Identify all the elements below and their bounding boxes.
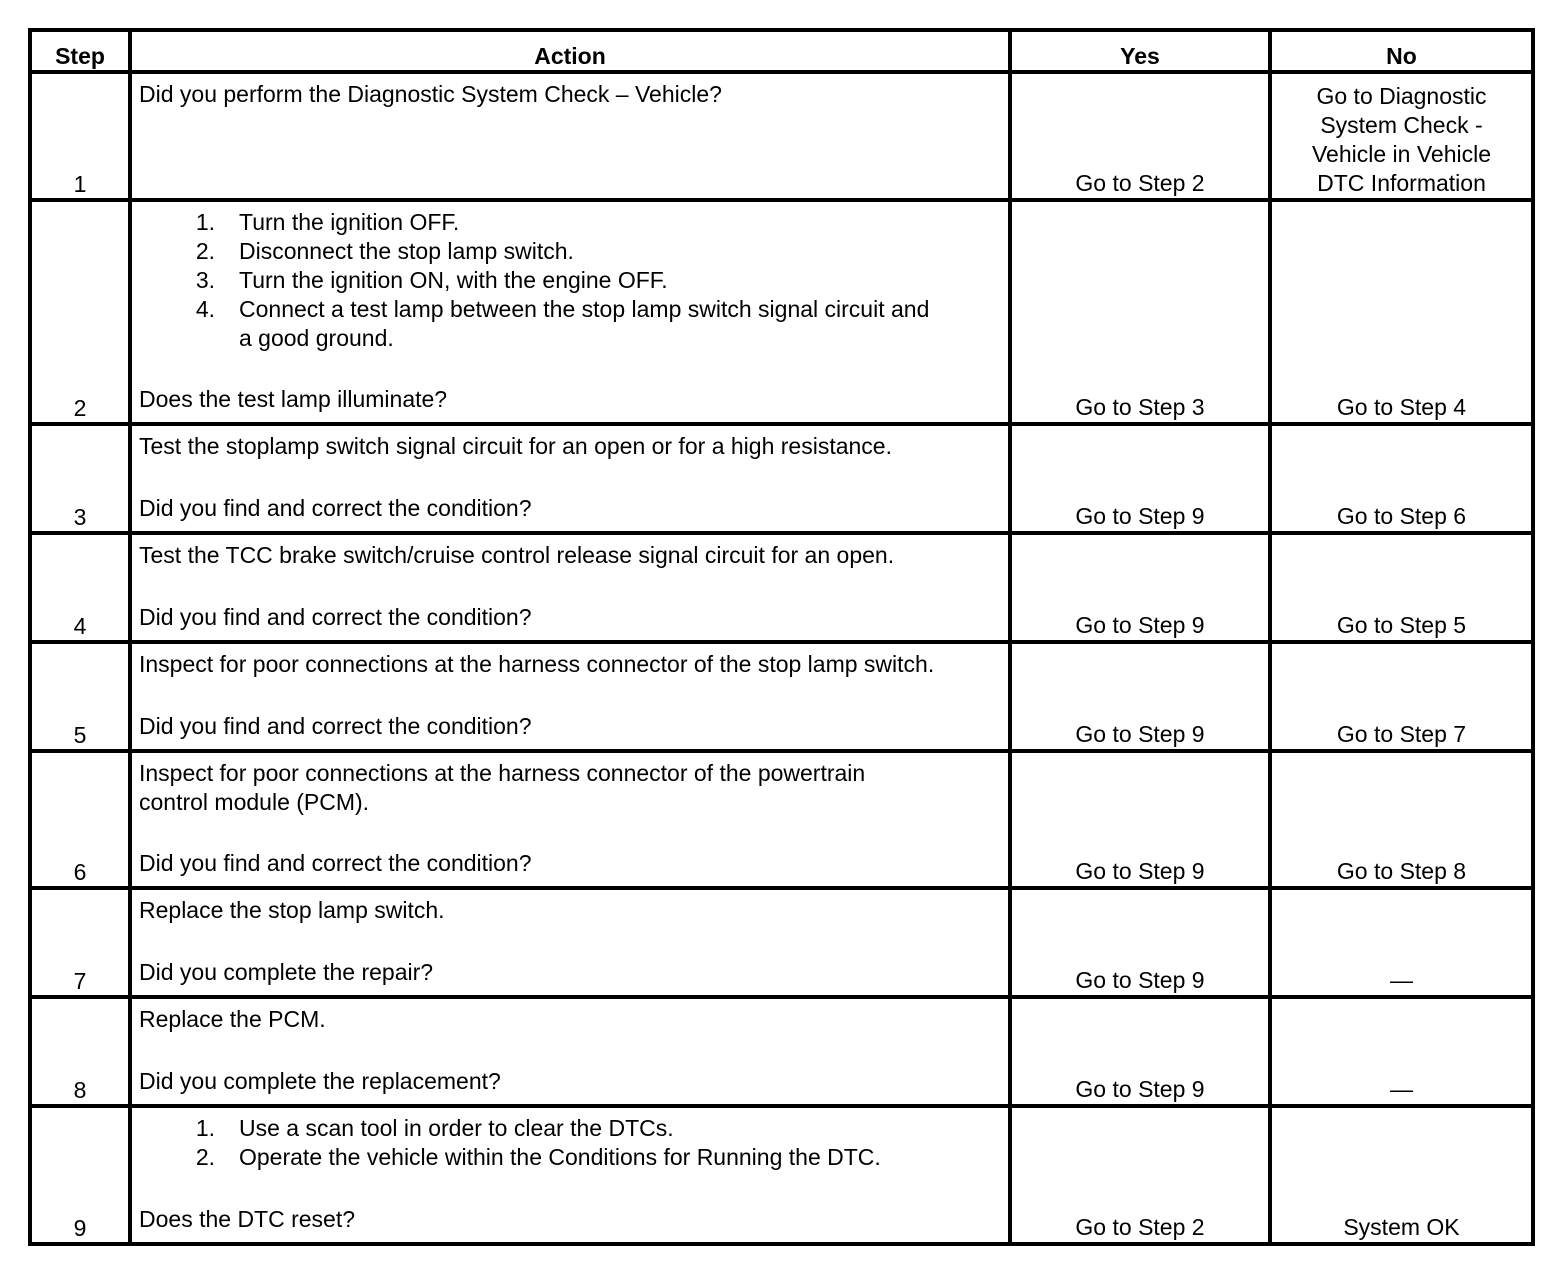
yes-cell: Go to Step 9 bbox=[1010, 533, 1270, 642]
action-cell bbox=[130, 424, 1010, 533]
no-cell: Go to Step 6 bbox=[1270, 424, 1533, 533]
substep: 1. Use a scan tool in order to clear the DTCs. bbox=[195, 1115, 674, 1141]
diagnostic-table bbox=[28, 28, 1535, 1246]
question-text: Did you complete the replacement? bbox=[139, 1068, 501, 1094]
step-number: 4 bbox=[30, 533, 130, 642]
yes-cell: Go to Step 2 bbox=[1010, 72, 1270, 200]
header-yes: Yes bbox=[1010, 30, 1270, 72]
header-row bbox=[30, 30, 1533, 72]
step-number: 1 bbox=[30, 72, 130, 200]
action-text-line: Inspect for poor connections at the harness connector of the powertrain bbox=[139, 760, 866, 786]
no-cell: — bbox=[1270, 997, 1533, 1106]
step-number: 6 bbox=[30, 751, 130, 888]
action-text: Replace the stop lamp switch. bbox=[139, 897, 445, 923]
action-cell bbox=[130, 642, 1010, 751]
step-number: 9 bbox=[30, 1106, 130, 1244]
question-text: Did you find and correct the condition? bbox=[139, 850, 532, 876]
action-text-line: control module (PCM). bbox=[139, 789, 370, 815]
yes-cell: Go to Step 9 bbox=[1010, 888, 1270, 997]
table-row bbox=[30, 642, 1533, 751]
action-cell bbox=[130, 888, 1010, 997]
no-line: Go to Diagnostic bbox=[1316, 83, 1487, 109]
action-text: Test the stoplamp switch signal circuit for an open or for a high resistance. bbox=[139, 433, 892, 459]
no-line: System Check - bbox=[1320, 112, 1483, 138]
substep-list bbox=[139, 1114, 1002, 1172]
no-cell: — bbox=[1270, 888, 1533, 997]
action-cell bbox=[130, 200, 1010, 424]
header-step: Step bbox=[30, 30, 130, 72]
question-text: Does the DTC reset? bbox=[139, 1206, 356, 1232]
substep: 4. Connect a test lamp between the stop lamp switch signal circuit and bbox=[195, 296, 930, 322]
action-cell bbox=[130, 751, 1010, 888]
step-number: 7 bbox=[30, 888, 130, 997]
yes-cell: Go to Step 9 bbox=[1010, 642, 1270, 751]
yes-cell: Go to Step 9 bbox=[1010, 424, 1270, 533]
yes-cell: Go to Step 9 bbox=[1010, 997, 1270, 1106]
table-row bbox=[30, 888, 1533, 997]
substep: 1. Turn the ignition OFF. bbox=[195, 209, 460, 235]
substep: 2. Operate the vehicle within the Conditions for Running the DTC. bbox=[195, 1144, 881, 1170]
table-row bbox=[30, 424, 1533, 533]
header-action: Action bbox=[130, 30, 1010, 72]
table-row bbox=[30, 200, 1533, 424]
no-cell: Go to Step 5 bbox=[1270, 533, 1533, 642]
yes-cell: Go to Step 9 bbox=[1010, 751, 1270, 888]
step-number: 8 bbox=[30, 997, 130, 1106]
substep: 2. Disconnect the stop lamp switch. bbox=[195, 238, 574, 264]
step-number: 5 bbox=[30, 642, 130, 751]
no-cell: Go to Step 8 bbox=[1270, 751, 1533, 888]
substep-continuation: a good ground. bbox=[239, 325, 394, 351]
action-cell bbox=[130, 72, 1010, 200]
question-text: Did you find and correct the condition? bbox=[139, 604, 532, 630]
question-text: Did you complete the repair? bbox=[139, 959, 434, 985]
substep-list bbox=[139, 208, 1002, 353]
table-row bbox=[30, 1106, 1533, 1244]
question-text: Did you find and correct the condition? bbox=[139, 495, 532, 521]
table-row bbox=[30, 533, 1533, 642]
no-cell: Go to Step 4 bbox=[1270, 200, 1533, 424]
substep: 3. Turn the ignition ON, with the engine OFF. bbox=[195, 267, 668, 293]
no-cell: System OK bbox=[1270, 1106, 1533, 1244]
action-cell bbox=[130, 1106, 1010, 1244]
action-text: Replace the PCM. bbox=[139, 1006, 326, 1032]
question-text: Does the test lamp illuminate? bbox=[139, 386, 448, 412]
no-cell bbox=[1270, 72, 1533, 200]
no-line: Vehicle in Vehicle bbox=[1311, 141, 1491, 167]
action-cell bbox=[130, 997, 1010, 1106]
table-row bbox=[30, 751, 1533, 888]
step-number: 3 bbox=[30, 424, 130, 533]
action-text: Did you perform the Diagnostic System Check – Vehicle? bbox=[139, 81, 722, 107]
header-no: No bbox=[1270, 30, 1533, 72]
yes-cell: Go to Step 3 bbox=[1010, 200, 1270, 424]
no-line: DTC Information bbox=[1317, 170, 1486, 196]
no-cell: Go to Step 7 bbox=[1270, 642, 1533, 751]
step-number: 2 bbox=[30, 200, 130, 424]
action-cell bbox=[130, 533, 1010, 642]
table-row bbox=[30, 72, 1533, 200]
action-text: Test the TCC brake switch/cruise control release signal circuit for an open. bbox=[139, 542, 895, 568]
question-text: Did you find and correct the condition? bbox=[139, 713, 532, 739]
yes-cell: Go to Step 2 bbox=[1010, 1106, 1270, 1244]
table-row bbox=[30, 997, 1533, 1106]
action-text: Inspect for poor connections at the harness connector of the stop lamp switch. bbox=[139, 651, 935, 677]
